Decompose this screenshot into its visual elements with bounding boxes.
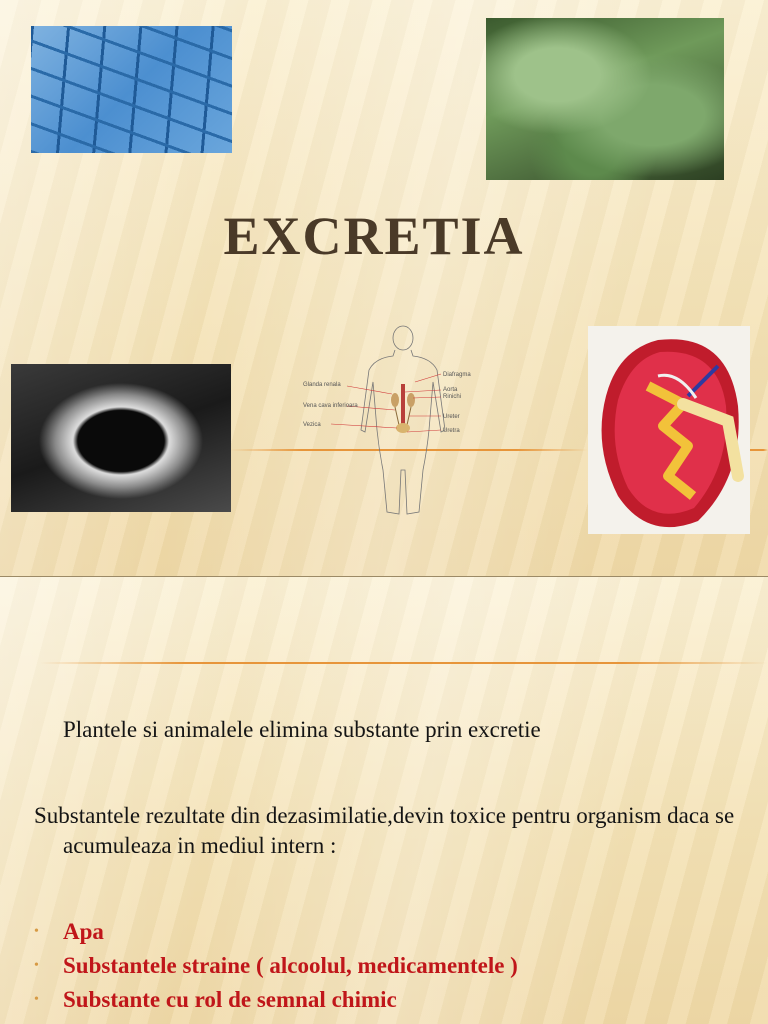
label-aorta: Aorta: [443, 387, 458, 393]
leaf-image: [486, 18, 724, 180]
bullet-icon: •: [34, 924, 39, 939]
body-paragraph: Substantele rezultate din dezasimilatie,devin toxice pentru organism daca se acumuleaza in mediul intern :: [34, 803, 735, 858]
intro-text: Plantele si animalele elimina substante prin excretie: [63, 717, 541, 742]
kidney-cross-section-image: [588, 326, 750, 534]
decorative-rule: [40, 662, 768, 664]
bullet-icon: •: [34, 992, 39, 1007]
label-vezica: Vezica: [303, 422, 321, 428]
bullet-list: [34, 915, 754, 1017]
stoma-micrograph-image: [11, 364, 231, 512]
excretory-system-diagram: [295, 320, 485, 525]
label-glanda-renala: Glanda renala: [303, 382, 341, 388]
slide-2: [0, 577, 768, 1024]
list-item: • Substantele straine ( alcoolul, medicamentele ): [34, 949, 754, 983]
list-item: • Substante cu rol de semnal chimic: [34, 983, 754, 1017]
label-rinichi: Rinichi: [443, 394, 462, 400]
slide-title: EXCRETIA: [223, 206, 525, 266]
list-item: • Apa: [34, 915, 754, 949]
plant-epidermis-cells-image: [31, 26, 232, 153]
bullet-icon: •: [34, 958, 39, 973]
label-ureter: Ureter: [443, 414, 460, 420]
label-vena-cava: Vena cava inferioara: [303, 403, 358, 409]
label-uretra: Uretra: [443, 428, 460, 434]
label-diafragma: Diafragma: [443, 372, 471, 378]
